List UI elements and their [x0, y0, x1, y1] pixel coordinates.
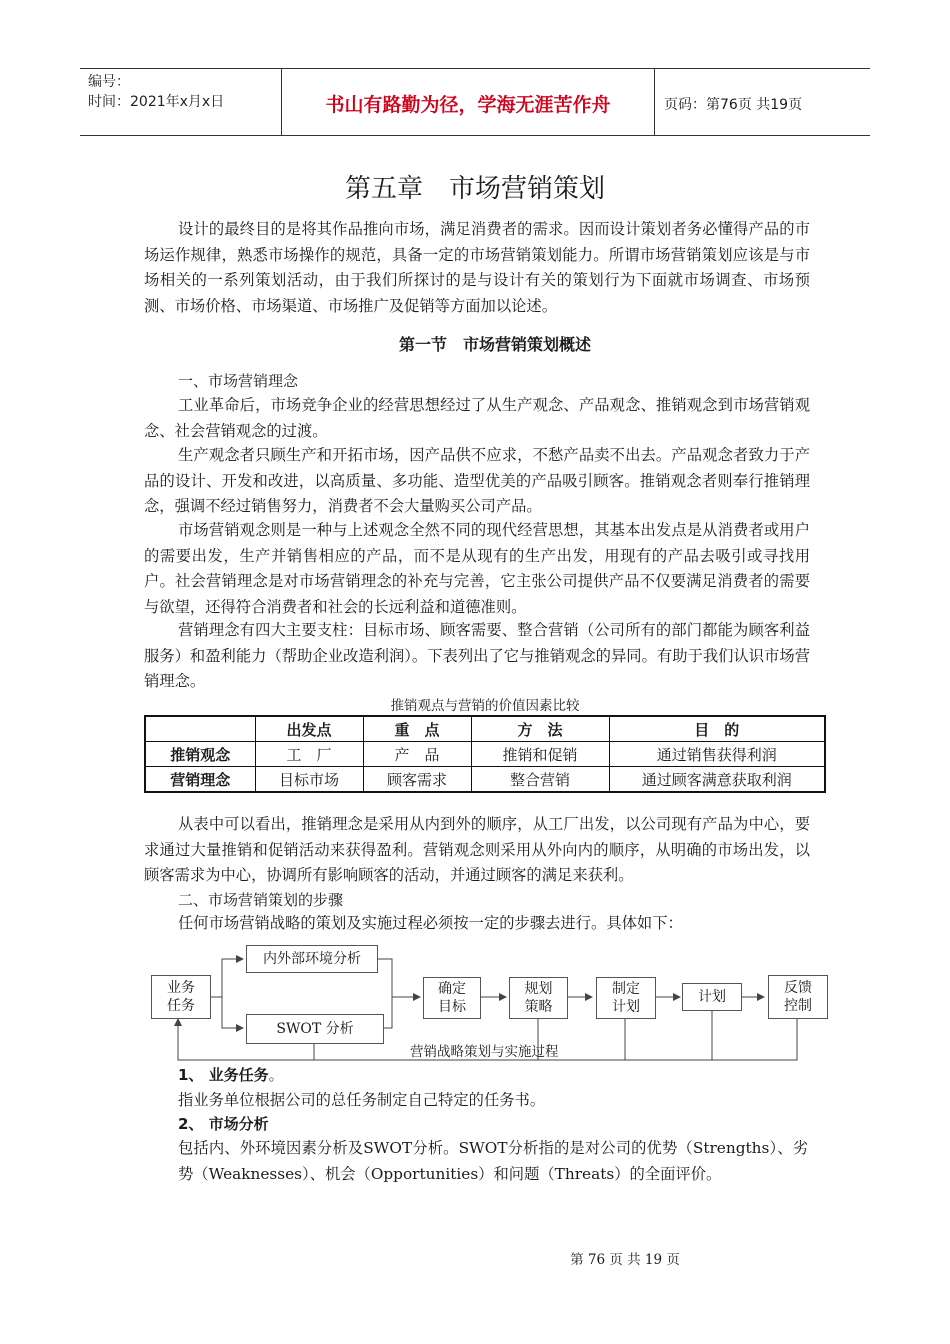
- table-header-cell: [145, 716, 255, 742]
- flow-caption: 营销战略策划与实施过程: [410, 1044, 559, 1060]
- table-cell: 目标市场: [255, 767, 363, 793]
- table-header-cell: 重 点: [363, 716, 471, 742]
- flow-label: 规划 策略: [524, 981, 553, 1015]
- body-paragraph: 指业务单位根据公司的总任务制定自己特定的任务书。: [178, 1091, 546, 1109]
- table-row-header: 推销观念: [145, 742, 255, 767]
- table-header-cell: 方 法: [471, 716, 609, 742]
- intro-paragraph: 设计的最终目的是将其作品推向市场，满足消费者的需求。因而设计策划者务必懂得产品的市场运作规律，熟悉市场操作的规范，具备一定的市场营销策划能力。所谓市场营销策划应该是与市场相关的一系列策划活动，由于我们所探讨的是与设计有关的策划行为下面就市场调查、市场预测、市场价格、市场渠道、市场推广及促销等方面加以论述。: [144, 220, 810, 316]
- flow-label: 制定 计划: [612, 981, 640, 1015]
- flow-box-task: [151, 975, 211, 1019]
- header-motto: 书山有路勤为径，学海无涯苦作舟: [325, 94, 611, 116]
- table-cell: 推销和促销: [471, 742, 609, 767]
- chapter-title: 第五章 市场营销策划: [344, 174, 605, 204]
- body-paragraph: 从表中可以看出，推销理念是采用从内到外的顺序，从工厂出发，以公司现有产品为中心，要求通过大量推销和促销活动来获得盈利。营销观念则采用从外向内的顺序，从明确的市场出发，以顾客需求为中心，协调所有影响顾客的活动，并通过顾客的满足来获利。: [144, 815, 810, 885]
- body-paragraph: 工业革命后，市场竞争企业的经营思想经过了从生产观念、产品观念、推销观念到市场营销观念、社会营销观念的过渡。: [144, 396, 810, 440]
- flow-label: 业务 任务: [167, 980, 195, 1014]
- flow-box-target: [423, 977, 481, 1019]
- item-title: 1、 业务任务: [178, 1066, 269, 1084]
- table-header-cell: 目 的: [609, 716, 825, 742]
- table-header-row: [145, 716, 825, 742]
- header-top-rule: [80, 68, 870, 69]
- table-caption: 推销观点与营销的价值因素比较: [390, 698, 580, 714]
- table-row-header: 营销理念: [145, 767, 255, 793]
- table-header-cell: 出发点: [255, 716, 363, 742]
- body-paragraph: 营销理念有四大主要支柱：目标市场、顾客需要、整合营销（公司所有的部门都能为顾客利益服务）和盈利能力（帮助企业改造利润）。下表列出了它与推销观念的异同。有助于我们认识市场营销理念。: [144, 621, 810, 691]
- table-cell: 整合营销: [471, 767, 609, 793]
- comparison-table: [144, 715, 826, 793]
- flow-box-strategy: [509, 977, 568, 1019]
- item-heading: [178, 1064, 284, 1085]
- flow-box-feedback: [768, 975, 828, 1019]
- table-cell: 产 品: [363, 742, 471, 767]
- table-cell: 通过销售获得利润: [609, 742, 825, 767]
- doc-time: 时间：2021年x月x日: [88, 94, 225, 110]
- subsection-heading: 二、市场营销策划的步骤: [178, 891, 344, 909]
- table-cell: 通过顾客满意获取利润: [609, 767, 825, 793]
- header-divider: [654, 68, 655, 136]
- flow-box-schedule: [682, 983, 742, 1011]
- item-title: 2、 市场分析: [178, 1115, 269, 1133]
- flow-box-env: [246, 945, 378, 973]
- header-page-info: 页码：第76页 共19页: [664, 97, 803, 113]
- flow-label: 确定 目标: [438, 981, 466, 1015]
- table-row: [145, 742, 825, 767]
- flow-label: 内外部环境分析: [263, 951, 361, 967]
- item-punct: 。: [268, 1066, 284, 1084]
- subsection-heading: 一、市场营销理念: [178, 372, 299, 390]
- header-bottom-rule: [80, 135, 870, 136]
- table-cell: 顾客需求: [363, 767, 471, 793]
- body-paragraph: 包括内、外环境因素分析及SWOT分析。SWOT分析指的是对公司的优势（Strengths）、劣势（Weaknesses）、机会（Opportunities）和问题（Threats）的全面评价。: [178, 1139, 808, 1183]
- section-title: 第一节 市场营销策划概述: [398, 335, 591, 354]
- body-paragraph: 生产观念者只顾生产和开拓市场，因产品供不应求，不愁产品卖不出去。产品观念者致力于产品的设计、开发和改进，以高质量、多功能、造型优美的产品吸引顾客。推销观念者则奉行推销理念，强调不经过销售努力，消费者不会大量购买公司产品。: [144, 446, 810, 516]
- flow-label: 反馈 控制: [784, 980, 812, 1014]
- flow-label: SWOT 分析: [276, 1021, 354, 1037]
- body-paragraph: 任何市场营销战略的策划及实施过程必须按一定的步骤去进行。具体如下：: [178, 914, 683, 932]
- body-paragraph: 市场营销观念则是一种与上述观念全然不同的现代经营思想，其基本出发点是从消费者或用户的需要出发，生产并销售相应的产品，而不是从现有的生产出发，用现有的产品去吸引或寻找用户。社会营销理念是对市场营销理念的补充与完善，它主张公司提供产品不仅要满足消费者的需要与欲望，还得符合消费者和社会的长远利益和道德准则。: [144, 521, 810, 617]
- page-footer: 第 76 页 共 19 页: [570, 1252, 680, 1268]
- item-heading: [178, 1113, 269, 1134]
- table-cell: 工 厂: [255, 742, 363, 767]
- flow-box-swot: [246, 1014, 384, 1044]
- doc-number: 编号：: [88, 74, 130, 90]
- flow-box-plan: [596, 977, 656, 1019]
- flow-label: 计划: [698, 989, 726, 1005]
- table-row: [145, 767, 825, 793]
